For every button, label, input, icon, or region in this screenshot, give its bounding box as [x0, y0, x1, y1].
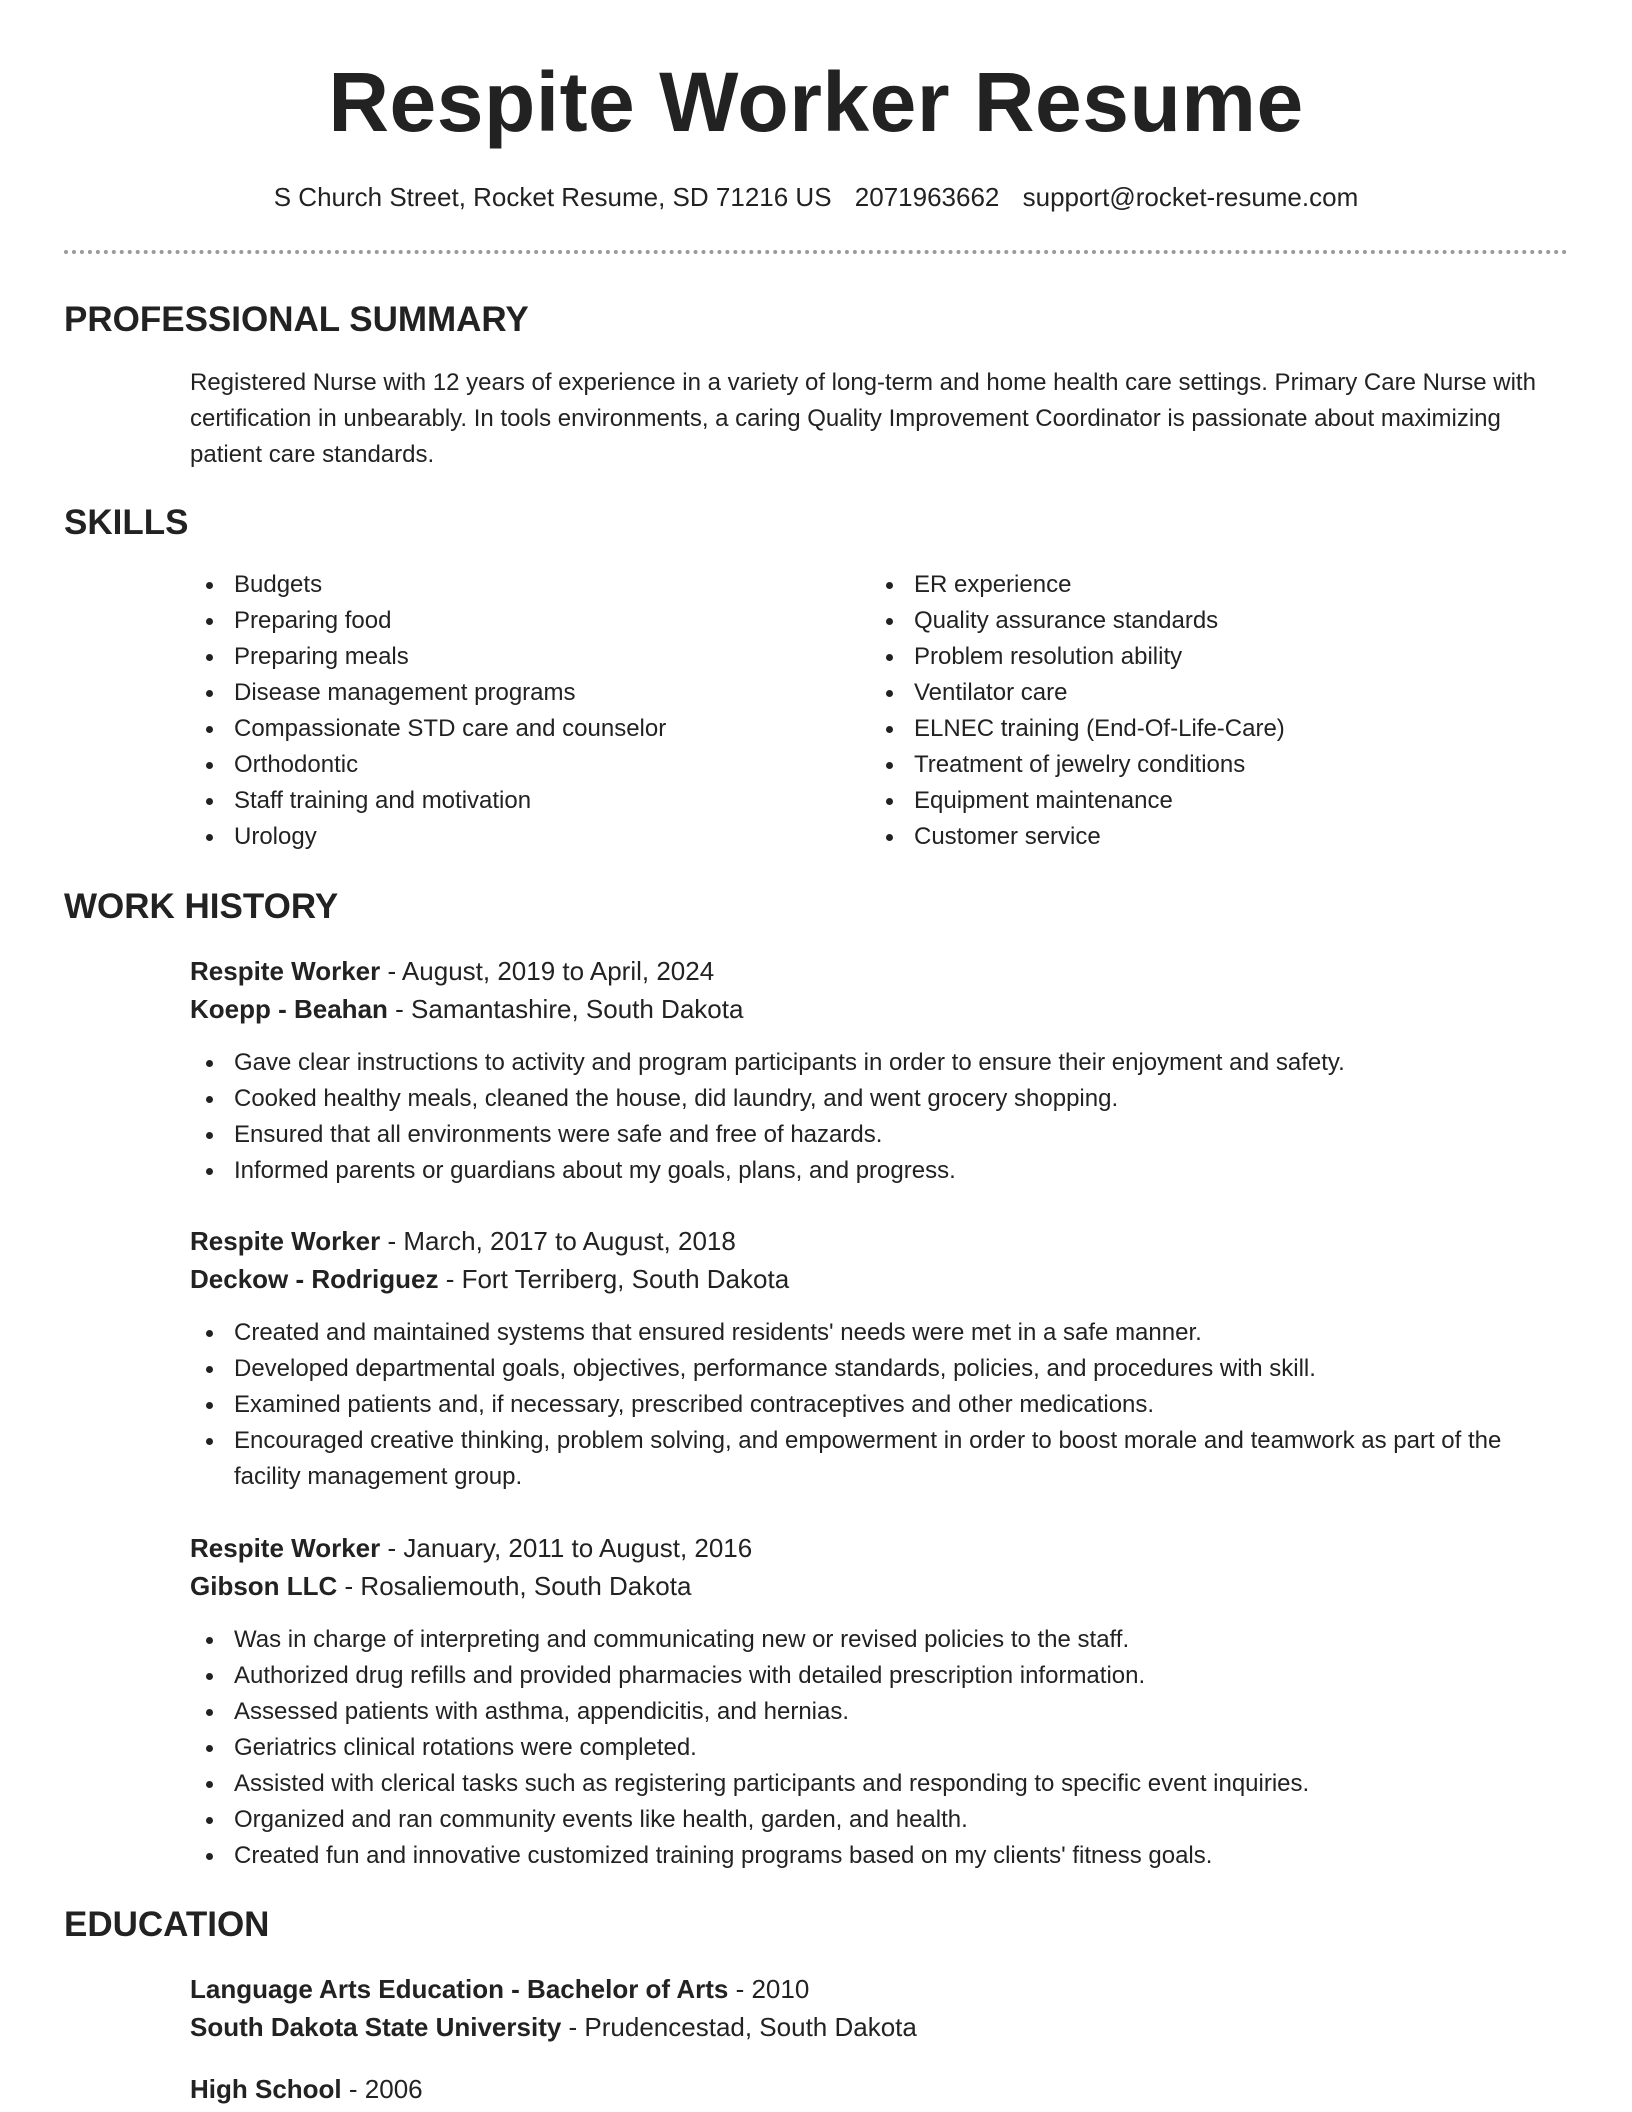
work-heading: WORK HISTORY — [64, 887, 339, 926]
summary-text: Registered Nurse with 12 years of experience in a variety of long-term and home health care settings. Primary Care Nurse with certification in unbearably. In tools environments, a caring Quality Improvement Coordinator is passionate about maximizing patient care standards. — [190, 369, 1536, 468]
job-bullet: Assessed patients with asthma, appendicitis, and hernias. — [190, 1694, 1540, 1730]
job-dates: - January, 2011 to August, 2016 — [380, 1533, 753, 1563]
job-bullet: Created and maintained systems that ensured residents' needs were met in a safe manner. — [190, 1315, 1540, 1351]
job-bullet: Geriatrics clinical rotations were completed. — [190, 1730, 1540, 1766]
job-bullet: Ensured that all environments were safe and free of hazards. — [190, 1117, 1540, 1153]
skill-item: Customer service — [870, 819, 1530, 855]
job-title-line — [190, 952, 1540, 990]
job-bullet: Organized and ran community events like health, garden, and health. — [190, 1802, 1540, 1838]
job-title: Respite Worker — [190, 1533, 381, 1563]
skill-item: Quality assurance standards — [870, 603, 1530, 639]
skills-heading: SKILLS — [64, 503, 189, 542]
education-year: - 2010 — [728, 1974, 810, 2004]
job-bullet: Encouraged creative thinking, problem solving, and empowerment in order to boost morale and teamwork as part of the facility management group. — [190, 1423, 1540, 1495]
education-degree: Language Arts Education - Bachelor of Arts — [190, 1974, 729, 2004]
skill-item: Orthodontic — [190, 747, 850, 783]
job-bullet: Assisted with clerical tasks such as registering participants and responding to specific event inquiries. — [190, 1766, 1540, 1802]
job-bullet: Informed parents or guardians about my goals, plans, and progress. — [190, 1153, 1540, 1189]
job-title: Respite Worker — [190, 1226, 381, 1256]
education-year: - 2006 — [341, 2074, 423, 2104]
job-bullet: Developed departmental goals, objectives, performance standards, policies, and procedures with skill. — [190, 1351, 1540, 1387]
education-school-line — [190, 2008, 1540, 2046]
skill-item: ELNEC training (End-Of-Life-Care) — [870, 711, 1530, 747]
education-degree: High School — [190, 2074, 342, 2104]
skill-item: Staff training and motivation — [190, 783, 850, 819]
job-location: - Samantashire, South Dakota — [387, 994, 744, 1024]
education-location: - Prudencestad, South Dakota — [561, 2012, 917, 2042]
header-divider — [64, 250, 1568, 254]
skill-item: Treatment of jewelry conditions — [870, 747, 1530, 783]
contact-phone: 2071963662 — [854, 182, 1000, 212]
skills-list-right — [870, 567, 1530, 855]
education-school: South Dakota State University — [190, 2012, 562, 2042]
job-title-line — [190, 1529, 1540, 1567]
education-degree-line — [190, 2070, 1540, 2108]
job-bullet: Was in charge of interpreting and communicating new or revised policies to the staff. — [190, 1622, 1540, 1658]
skill-item: ER experience — [870, 567, 1530, 603]
job-title-line — [190, 1222, 1540, 1260]
job-company-line — [190, 1567, 1540, 1605]
skill-item: Problem resolution ability — [870, 639, 1530, 675]
job-bullet: Authorized drug refills and provided pharmacies with detailed prescription information. — [190, 1658, 1540, 1694]
education-entry — [190, 2070, 1540, 2108]
job-bullet: Gave clear instructions to activity and program participants in order to ensure their enjoyment and safety. — [190, 1045, 1540, 1081]
contact-email: support@rocket-resume.com — [1022, 182, 1359, 212]
skills-list-left — [190, 567, 850, 855]
summary-block — [190, 365, 1540, 473]
skill-item: Disease management programs — [190, 675, 850, 711]
job-bullets — [190, 1045, 1540, 1189]
job-bullets — [190, 1622, 1540, 1874]
education-degree-line — [190, 1970, 1540, 2008]
skill-item: Equipment maintenance — [870, 783, 1530, 819]
job-company: Gibson LLC — [190, 1571, 338, 1601]
education-heading: EDUCATION — [64, 1905, 270, 1944]
job-location: - Rosaliemouth, South Dakota — [337, 1571, 692, 1601]
job-entry — [190, 1529, 1540, 1605]
job-entry — [190, 1222, 1540, 1298]
education-entry — [190, 1970, 1540, 2046]
skill-item: Ventilator care — [870, 675, 1530, 711]
skill-item: Compassionate STD care and counselor — [190, 711, 850, 747]
skill-item: Urology — [190, 819, 850, 855]
summary-heading: PROFESSIONAL SUMMARY — [64, 300, 529, 339]
job-bullet: Examined patients and, if necessary, prescribed contraceptives and other medications. — [190, 1387, 1540, 1423]
job-dates: - March, 2017 to August, 2018 — [380, 1226, 736, 1256]
skill-item: Preparing meals — [190, 639, 850, 675]
job-company: Koepp - Beahan — [190, 994, 388, 1024]
job-bullet: Cooked healthy meals, cleaned the house, did laundry, and went grocery shopping. — [190, 1081, 1540, 1117]
contact-address: S Church Street, Rocket Resume, SD 71216 US — [273, 182, 832, 212]
job-company-line — [190, 1260, 1540, 1298]
job-bullets — [190, 1315, 1540, 1495]
skill-item: Budgets — [190, 567, 850, 603]
job-location: - Fort Terriberg, South Dakota — [438, 1264, 790, 1294]
skill-item: Preparing food — [190, 603, 850, 639]
resume-title: Respite Worker Resume — [328, 55, 1304, 149]
contact-line — [0, 180, 1632, 214]
job-company: Deckow - Rodriguez — [190, 1264, 439, 1294]
job-title: Respite Worker — [190, 956, 381, 986]
job-dates: - August, 2019 to April, 2024 — [380, 956, 715, 986]
job-entry — [190, 952, 1540, 1028]
job-company-line — [190, 990, 1540, 1028]
job-bullet: Created fun and innovative customized training programs based on my clients' fitness goals. — [190, 1838, 1540, 1874]
